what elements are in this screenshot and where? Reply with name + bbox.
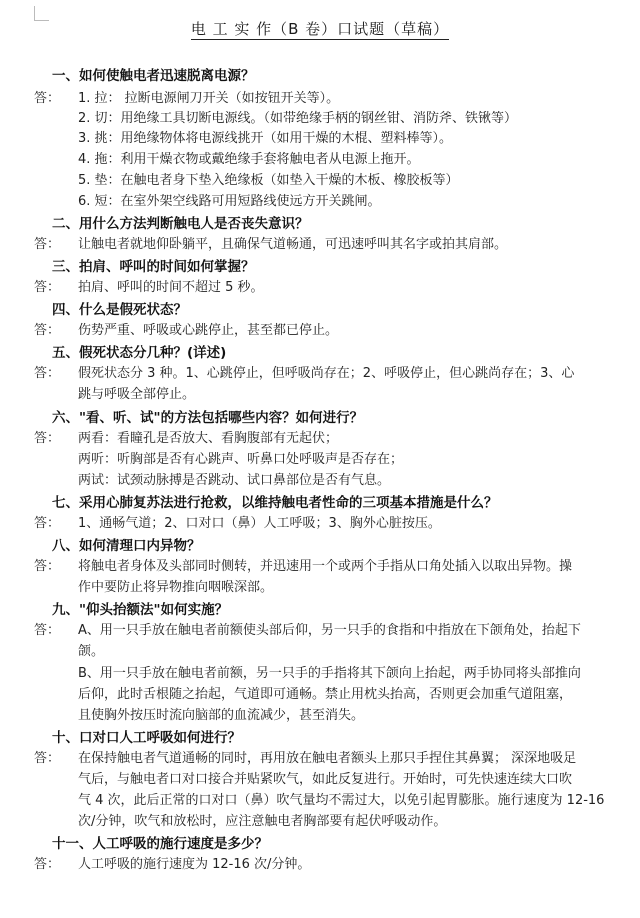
question-text: 九、"仰头抬额法"如何实施？ xyxy=(52,602,229,618)
question-text: 十、口对口人工呼吸如何进行？ xyxy=(52,730,241,746)
answer-text: 跳与呼吸全部停止。 xyxy=(78,387,196,402)
answer-text: 次/分钟，吹气和放松时，应注意触电者胸部要有起伏呼吸动作。 xyxy=(78,814,447,829)
question-text: 七、采用心肺复苏法进行抢救，以维持触电者性命的三项基本措施是什么？ xyxy=(52,495,498,511)
answer-prefix: 答： xyxy=(34,516,61,531)
answer-prefix: 答： xyxy=(34,431,61,446)
answer-text: B、用一只手放在触电者前额，另一只手的手指将其下颌向上抬起，两手协同将头部推向 xyxy=(78,666,581,681)
answer-text: 作中要防止将异物推向咽喉深部。 xyxy=(78,580,274,595)
answer-text: 假死状态分 3 种。1、心跳停止，但呼吸尚存在；2、呼吸停止，但心跳尚存在；3、心 xyxy=(78,366,575,381)
answer-text: 6. 短：在室外架空线路可用短路线使远方开关跳闸。 xyxy=(78,194,381,209)
answer-text: 4. 拖：利用干燥衣物或戴绝缘手套将触电者从电源上拖开。 xyxy=(78,152,420,167)
answer-prefix: 答： xyxy=(34,559,61,574)
answer-text: 气 4 次，此后正常的口对口（鼻）吹气量均不需过大，以免引起胃膨胀。施行速度为 12-16 xyxy=(78,793,605,808)
answer-text: 人工呼吸的施行速度为 12-16 次/分钟。 xyxy=(78,857,311,872)
answer-text: 1、通畅气道；2、口对口（鼻）人工呼吸；3、胸外心脏按压。 xyxy=(78,516,441,531)
answer-prefix: 答： xyxy=(34,857,61,872)
answer-text: 后仰，此时舌根随之抬起，气道即可通畅。禁止用枕头抬高，否则更会加重气道阻塞， xyxy=(78,687,573,702)
question-text: 五、假死状态分几种？(详述) xyxy=(52,345,227,361)
answer-prefix: 答： xyxy=(34,91,61,106)
answer-text: 让触电者就地仰卧躺平，且确保气道畅通，可迅速呼叫其名字或拍其肩部。 xyxy=(78,237,508,252)
question-text: 八、如何清理口内异物？ xyxy=(52,538,201,554)
question-text: 四、什么是假死状态？ xyxy=(52,302,187,318)
answer-prefix: 答： xyxy=(34,751,61,766)
answer-text: 3. 挑：用绝缘物体将电源线挑开（如用干燥的木棍、塑料棒等）。 xyxy=(78,131,453,146)
answer-text: 两看：看瞳孔是否放大、看胸腹部有无起伏； xyxy=(78,431,339,446)
answer-text: 伤势严重、呼吸或心跳停止，甚至都已停止。 xyxy=(78,323,339,338)
question-text: 三、拍肩、呼叫的时间如何掌握？ xyxy=(52,259,255,275)
answer-prefix: 答： xyxy=(34,237,61,252)
answer-text: 1. 拉： 拉断电源闸刀开关（如按钮开关等）。 xyxy=(78,91,340,106)
answer-text: 2. 切：用绝缘工具切断电源线。（如带绝缘手柄的钢丝钳、消防斧、铁锹等） xyxy=(78,111,518,126)
question-text: 一、如何使触电者迅速脱离电源？ xyxy=(52,68,255,84)
answer-prefix: 答： xyxy=(34,323,61,338)
question-text: 二、用什么方法判断触电人是否丧失意识？ xyxy=(52,216,309,232)
answer-text: 颌。 xyxy=(78,644,105,659)
answer-prefix: 答： xyxy=(34,623,61,638)
answer-text: 将触电者身体及头部同时侧转，并迅速用一个或两个手指从口角处插入以取出异物。操 xyxy=(78,559,573,574)
answer-text: A、用一只手放在触电者前额使头部后仰，另一只手的食指和中指放在下颌角处，抬起下 xyxy=(78,623,581,638)
question-text: 十一、人工呼吸的施行速度是多少？ xyxy=(52,836,268,852)
question-text: 六、"看、听、试"的方法包括哪些内容？如何进行？ xyxy=(52,410,364,426)
answer-text: 两听：听胸部是否有心跳声、听鼻口处呼吸声是否存在； xyxy=(78,452,404,467)
answer-text: 两试：试颈动脉搏是否跳动、试口鼻部位是否有气息。 xyxy=(78,473,391,488)
answer-text: 在保持触电者气道通畅的同时，再用放在触电者额头上那只手捏住其鼻翼； 深深地吸足 xyxy=(78,751,577,766)
answer-text: 且使胸外按压时流向脑部的血流减少，甚至消失。 xyxy=(78,708,365,723)
document-title: 电 工 实 作（B 卷）口试题（草稿） xyxy=(190,20,450,38)
answer-text: 气后，与触电者口对口接合并贴紧吹气，如此反复进行。开始时，可先快速连续大口吹 xyxy=(78,772,573,787)
answer-text: 5. 垫：在触电者身下垫入绝缘板（如垫入干燥的木板、橡胶板等） xyxy=(78,173,459,188)
answer-prefix: 答： xyxy=(34,366,61,381)
answer-prefix: 答： xyxy=(34,280,61,295)
answer-text: 拍肩、呼叫的时间不超过 5 秒。 xyxy=(78,280,264,295)
